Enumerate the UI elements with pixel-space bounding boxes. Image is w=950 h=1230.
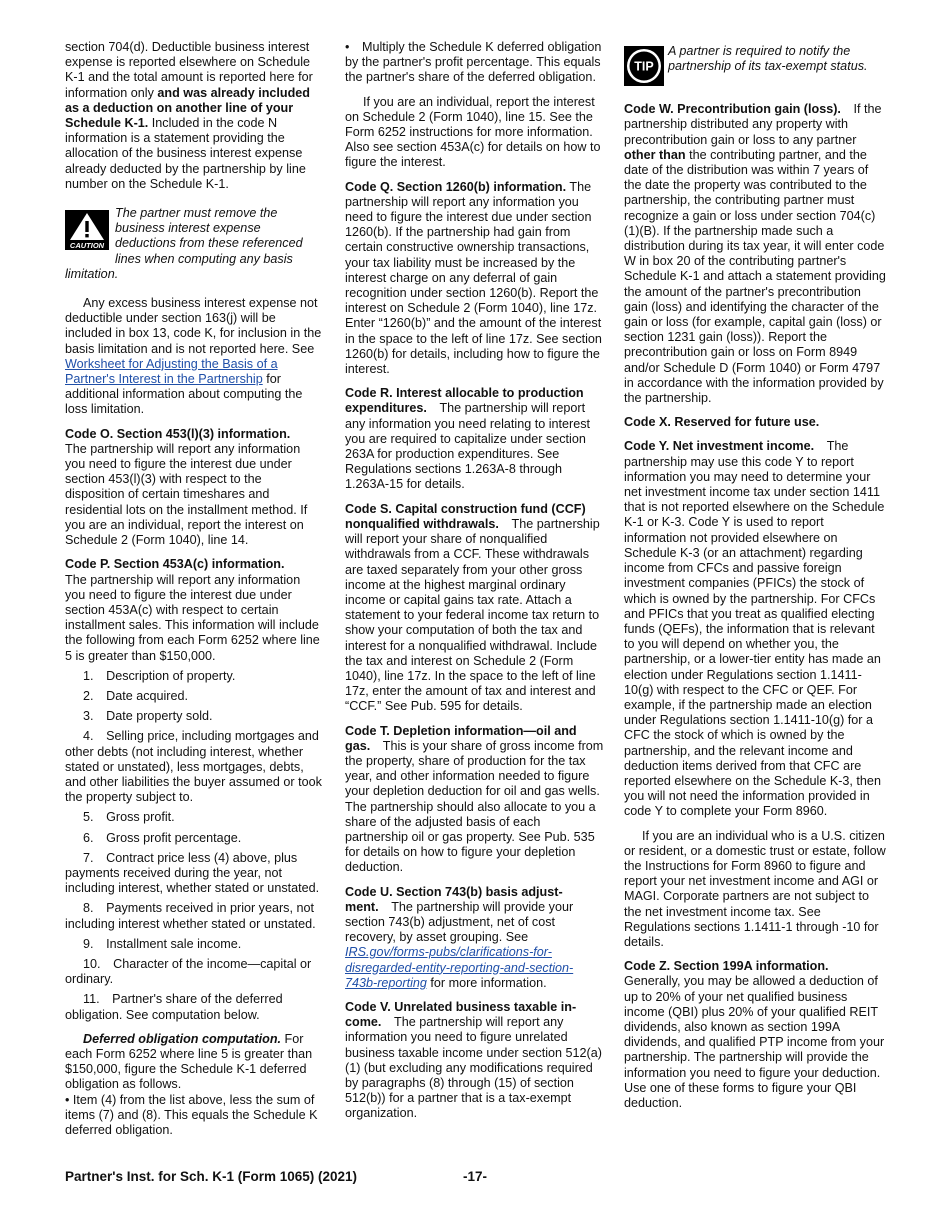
deferred-obligation-heading: Deferred obligation computation. xyxy=(83,1031,282,1046)
tip-icon xyxy=(624,46,664,90)
code-v-heading: Code V. Unrelated business taxable in-come. xyxy=(345,999,577,1030)
caution-icon xyxy=(65,210,109,254)
code-q-section: Code Q. Section 1260(b) information. The partnership will report any information you need to figure the interest due under section 1260(b). If the partnership had gain from certain constructive ownership transactions, your tax liability must be increased by the interest charge on any deferral of gain recognition under section 1260(b). Report the interest on Schedule 2 (Form 1040), line 17z. Enter “1260(b)” and the amount of the interest in the space to the left of line 17z. See section 1260(b) for details, including how to figure the interest. xyxy=(345,179,602,377)
code-s-section: Code S. Capital construction fund (CCF) nonqualified withdrawals. The partnership will report your share of nonqualified withdrawals from a CCF. These withdrawals are taxed separately from your other gross income at the highest marginal ordinary income or capital gains tax rate. Attach a statement to your federal income tax return to show your computation of both the tax and interest for a nonqualified withdrawal. Include the tax and interest on Schedule 2 (Form 1040), line 17z. In the space to the left of line 17z, enter the amount of tax and interest and “CCF.” See Pub. 595 for details. xyxy=(345,501,600,714)
code-w-section: Code W. Precontribution gain (loss). If the partnership distributed any property with precontribution gain or loss to any partner other than the contributing partner, and the date of the distribution was within 7 years of the date the property was contributed to the partnership, the contributing partner must recognize a gain or loss under section 704(c)(1)(B). If the partnership made such a distribution during its tax year, it will enter code W in box 20 of the contributing partner's Schedule K-1 and attach a statement providing the amount of the partner's precontribution gain (loss) and identifying the character of the gain or loss (for example, capital gain (loss) or section 1231 gain (loss)). Report the precontribution gain or loss on Form 8949 and/or Schedule D (Form 1040) or Form 4797 in accordance with the information provided by the partnership. xyxy=(624,102,886,406)
caution-text: The partner must remove the business interest expense deductions from these referenced lines when computing any basis limitation. xyxy=(65,206,303,281)
code-t-heading: Code T. Depletion information—oil and gas. xyxy=(345,723,577,753)
code-z-section: Code Z. Section 199A information. Generally, you may be allowed a deduction of up to 20% of your net qualified business income (QBI) plus 20% of your qualified REIT dividends, also known as section 199A dividends, and qualified PTP income from your partnership. The partnership will provide the information you need to figure your deduction. Use one of these forms to figure your QBI deduction. xyxy=(624,959,885,1110)
irs-743b-link[interactable]: IRS.gov/forms-pubs/clarifications-for-disregarded-entity-reporting-and-section-743b-reporting xyxy=(345,945,574,990)
list-item: 9. Installment sale income. xyxy=(83,936,242,951)
paragraph-form-8960: If you are an individual who is a U.S. citizen or resident, or a domestic trust or estate, follow the Instructions for Form 8960 to figure and report your net investment income and AGI or MAGI. Corporate partners are not subject to the net investment income tax. See Regulations sections 1.1411-1 through -10 for details. xyxy=(624,828,886,949)
code-u-heading: Code U. Section 743(b) basis adjust-ment. xyxy=(345,884,563,914)
column-right xyxy=(624,40,886,1120)
code-v-section: Code V. Unrelated business taxable in-come. The partnership will report any information you need to figure unrelated business taxable income under section 512(a)(1) (but excluding any modifications required by paragraphs (8) through (15) of section 512(b)) for a partner that is a tax-exempt organization. xyxy=(345,999,602,1121)
paragraph-individual-interest: If you are an individual, report the interest on Schedule 2 (Form 1040), line 15. See the Form 6252 instructions for more information. Also see section 453A(c) for details on how to figure the interest. xyxy=(345,94,601,170)
tip-note xyxy=(624,44,886,90)
svg-text:CAUTION: CAUTION xyxy=(69,241,105,251)
caution-note xyxy=(65,206,323,282)
page-number: -17- xyxy=(463,1169,488,1184)
paragraph-intro: section 704(d). Deductible business interest expense is reported elsewhere on Schedule K-1 and the total amount is reported here for information only and was already included as a deduction on another line of your Schedule K-1. Included in the code N information is a statement providing the allocation of the business interest expense already deducted by the partnership by line number on the Schedule K-1. xyxy=(65,40,313,191)
code-q-heading: Code Q. Section 1260(b) information. xyxy=(345,179,567,194)
list-item: 7. Contract price less (4) above, plus payments received during the year, not including interest, whether stated or unstated. xyxy=(65,850,320,896)
code-y-section: Code Y. Net investment income. The partnership may use this code Y to report information you may need to determine your net investment income tax under section 1411 that is not reported elsewhere on the Schedule K-1 or K-3. Code Y is used to report information not provided elsewhere on Schedule K-3 (or an attachment) regarding income from CFCs and passive foreign investment companies (PFICs) the stock of which is owned by the partnership. For CFCs and PFICs that you treat as qualified electing funds (QEFs), the information that is relevant to you will depend on whether you, the partnership, or a lower-tier entity has made an election under Regulations section 1.1411-10(g) with respect to the CFC or QEF. For example, if the partnership made an election under Regulations section 1.1411-10(g) for a CFC the stock of which is owned by the partnership, and the relevant income and deduction items derived from that CFC are reported elsewhere on the Schedule K-3, then you will not need the information provided in code Y to complete your Form 8960. xyxy=(624,439,885,819)
list-item: 8. Payments received in prior years, not including interest whether stated or unstated. xyxy=(65,901,316,931)
code-r-section: Code R. Interest allocable to production expenditures. The partnership will report any information you need relating to interest you are required to capitalize under section 263A for production expenditures. See Regulations sections 1.263A-8 through 1.263A-15 for details. xyxy=(345,386,591,492)
svg-text:TIP: TIP xyxy=(634,59,654,74)
list-item: 10. Character of the income—capital or ordinary. xyxy=(65,956,312,987)
worksheet-link[interactable]: Worksheet for Adjusting the Basis of a Partner's Interest in the Partnership xyxy=(65,356,278,387)
bullet-item: • Multiply the Schedule K deferred obligation by the partner's profit percentage. This equals the partner's share of the deferred obligation. xyxy=(345,40,602,85)
list-item: 3. Date property sold. xyxy=(83,709,213,724)
column-left xyxy=(65,40,323,1147)
code-w-heading: Code W. Precontribution gain (loss). xyxy=(624,102,841,117)
code-r-heading: Code R. Interest allocable to production expenditures. xyxy=(345,386,584,416)
code-p-heading: Code P. Section 453A(c) information. xyxy=(65,557,285,572)
bullet-item: • Item (4) from the list above, less the sum of items (7) and (8). This equals the Schedule K deferred obligation. xyxy=(65,1092,318,1137)
footer-title: Partner's Inst. for Sch. K-1 (Form 1065) (2021) xyxy=(65,1169,358,1184)
list-item: 11. Partner's share of the deferred obligation. See computation below. xyxy=(65,992,283,1022)
code-o-section: Code O. Section 453(l)(3) information. The partnership will report any information you need to figure the interest due under section 453(l)(3) with respect to the disposition of certain timeshares and residential lots on the installment method. If you are an individual, report the interest on Schedule 2 (Form 1040), line 14. xyxy=(65,426,308,548)
code-p-section: Code P. Section 453A(c) information. The partnership will report any information you need to figure the interest due under section 453A(c) with respect to certain installment sales. This information will include the following from each Form 6252 where line 5 is greater than $150,000. xyxy=(65,557,320,663)
list-item: 1. Description of property. xyxy=(83,668,236,683)
code-x-section xyxy=(624,415,886,430)
column-middle xyxy=(345,40,605,1131)
list-item: 2. Date acquired. xyxy=(83,688,189,703)
deferred-obligation-paragraph: Deferred obligation computation. For each Form 6252 where line 5 is greater than $150,000, figure the Schedule K-1 deferred obligation as follows. xyxy=(65,1031,313,1092)
paragraph-excess-interest: Any excess business interest expense not deductible under section 163(j) will be included in box 13, code K, for inclusion in the basis limitation and is not reported here. See Worksheet for Adjusting the Basis of a Partner's Interest in the Partnership for additional information about computing the loss limitation. xyxy=(65,296,322,417)
list-item: 4. Selling price, including mortgages and other debts (not including interest, whether stated or unstated), less mortgages, debts, and other liabilities the buyer assumed or took the property subject to. xyxy=(65,729,322,805)
code-x-heading: Code X. Reserved for future use. xyxy=(624,415,820,430)
code-z-heading: Code Z. Section 199A information. xyxy=(624,959,829,974)
code-u-section: Code U. Section 743(b) basis adjust-ment. The partnership will provide your section 743(b) adjustment, net of cost recovery, by asset grouping. See IRS.gov/forms-pubs/clarifications-for-disregarded-entity-reporting-and-section-743b-reporting for more information. xyxy=(345,884,574,990)
list-item: 5. Gross profit. xyxy=(83,810,175,825)
tip-text: A partner is required to notify the partnership of its tax-exempt status. xyxy=(668,44,868,74)
code-o-heading: Code O. Section 453(l)(3) information. xyxy=(65,426,291,441)
code-s-heading: Code S. Capital construction fund (CCF) nonqualified withdrawals. xyxy=(345,501,586,531)
code-y-heading: Code Y. Net investment income. xyxy=(624,439,815,454)
list-item: 6. Gross profit percentage. xyxy=(83,830,242,845)
code-t-section: Code T. Depletion information—oil and gas. This is your share of gross income from the property, share of production for the tax year, and other information needed to figure your depletion deduction for oil and gas wells. The partnership should also allocate to you a share of the adjusted basis of each partnership oil or gas property. See Pub. 535 for details on how to figure your depletion deduction. xyxy=(345,723,604,875)
